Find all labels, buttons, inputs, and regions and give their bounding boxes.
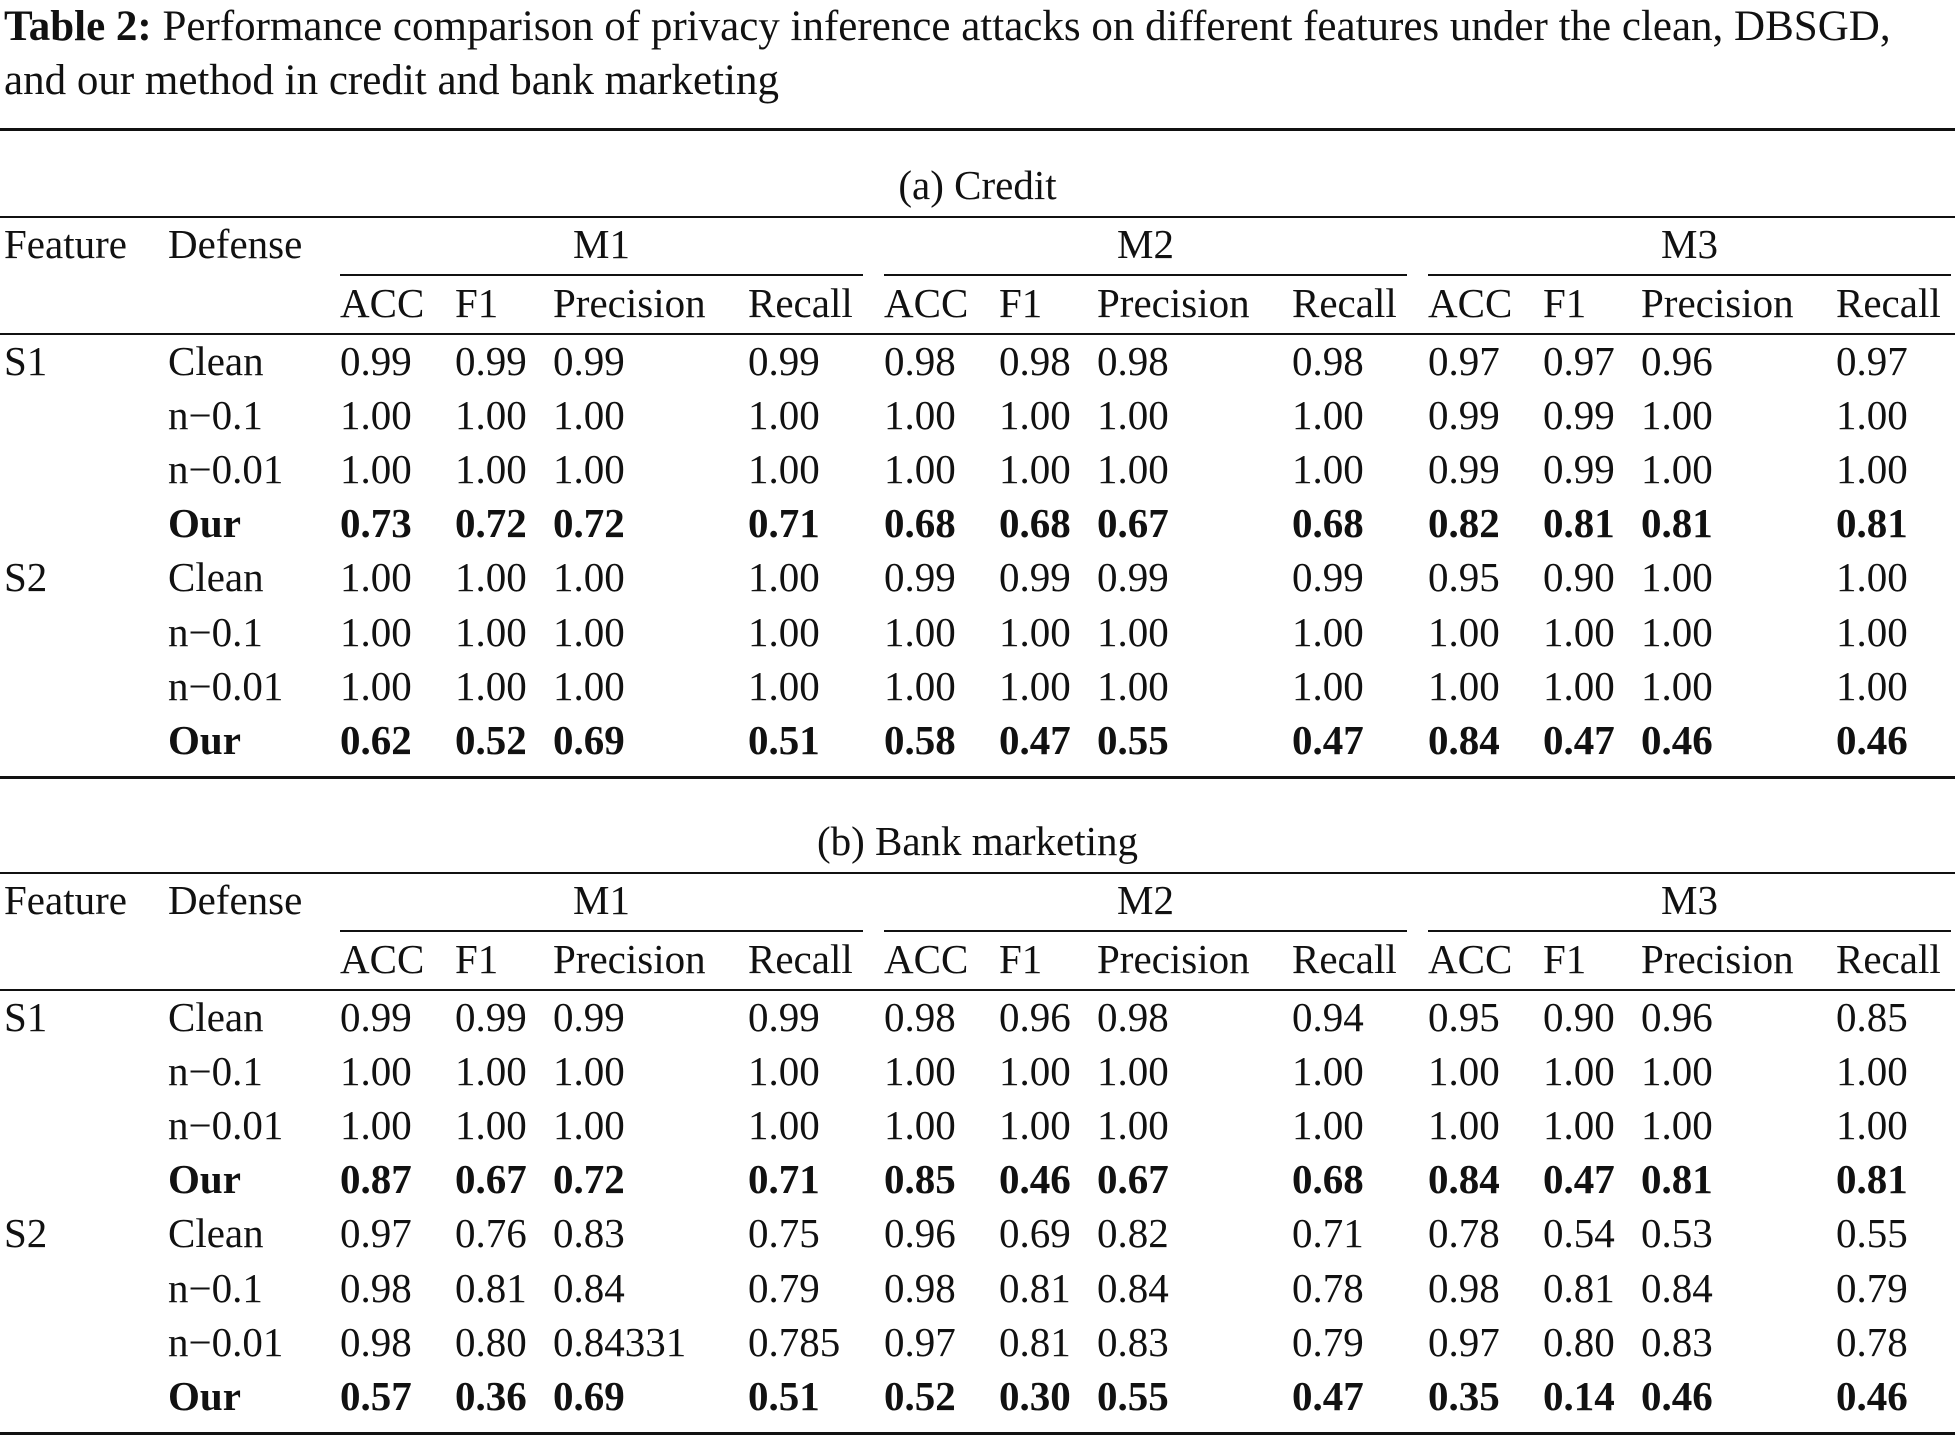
value-cell: 0.69 [553, 1372, 625, 1419]
value-cell: 0.90 [1543, 994, 1615, 1040]
value-cell: 0.81 [999, 1318, 1071, 1365]
value-cell: 0.51 [748, 1372, 820, 1419]
value-cell: 0.51 [748, 716, 820, 763]
value-cell: 1.00 [1641, 1048, 1713, 1095]
value-cell: 1.00 [999, 1102, 1071, 1149]
value-cell: 0.98 [884, 338, 956, 384]
defense-cell: Our [168, 716, 241, 763]
value-cell: 1.00 [1428, 1102, 1500, 1149]
value-cell: 1.00 [455, 608, 527, 655]
value-cell: 0.68 [1292, 1156, 1364, 1203]
header-metric: F1 [999, 936, 1043, 982]
panel-title-rule [0, 872, 1955, 874]
value-cell: 0.69 [999, 1210, 1071, 1257]
defense-cell: Our [168, 1372, 241, 1419]
value-cell: 0.80 [1543, 1318, 1615, 1365]
value-cell: 0.96 [999, 994, 1071, 1040]
caption-label: Table 2: [4, 3, 152, 50]
value-cell: 0.46 [1641, 716, 1713, 763]
value-cell: 1.00 [1836, 608, 1908, 655]
value-cell: 1.00 [1428, 662, 1500, 709]
value-cell: 1.00 [553, 446, 625, 493]
value-cell: 0.81 [1543, 1264, 1615, 1311]
value-cell: 1.00 [340, 608, 412, 655]
model-span-rule [340, 930, 863, 932]
value-cell: 0.80 [455, 1318, 527, 1365]
value-cell: 0.47 [1543, 716, 1615, 763]
value-cell: 0.82 [1428, 500, 1500, 547]
header-metric: Recall [1292, 936, 1397, 982]
value-cell: 0.90 [1543, 554, 1615, 601]
value-cell: 0.96 [884, 1210, 956, 1257]
value-cell: 0.78 [1292, 1264, 1364, 1311]
value-cell: 0.83 [1097, 1318, 1169, 1365]
value-cell: 0.72 [553, 1156, 625, 1203]
value-cell: 1.00 [553, 662, 625, 709]
value-cell: 0.35 [1428, 1372, 1500, 1419]
value-cell: 0.99 [1097, 554, 1169, 601]
value-cell: 0.84 [1428, 716, 1500, 763]
value-cell: 0.98 [340, 1318, 412, 1365]
value-cell: 0.97 [1428, 1318, 1500, 1365]
header-feature: Feature [4, 221, 127, 267]
value-cell: 0.46 [1836, 1372, 1908, 1419]
value-cell: 0.98 [884, 1264, 956, 1311]
value-cell: 0.72 [553, 500, 625, 547]
value-cell: 0.47 [1292, 1372, 1364, 1419]
value-cell: 1.00 [455, 662, 527, 709]
value-cell: 0.46 [999, 1156, 1071, 1203]
value-cell: 0.99 [553, 994, 625, 1040]
value-cell: 0.84 [1428, 1156, 1500, 1203]
value-cell: 0.53 [1641, 1210, 1713, 1257]
value-cell: 0.62 [340, 716, 412, 763]
header-metric: F1 [455, 280, 499, 326]
header-metric: ACC [884, 936, 969, 982]
header-model: M1 [573, 221, 630, 267]
value-cell: 1.00 [553, 554, 625, 601]
value-cell: 1.00 [999, 608, 1071, 655]
panel-bottom-rule [0, 776, 1955, 779]
value-cell: 1.00 [999, 662, 1071, 709]
value-cell: 0.84 [1641, 1264, 1713, 1311]
header-metric: ACC [1428, 280, 1513, 326]
value-cell: 0.55 [1097, 716, 1169, 763]
header-rule [0, 333, 1955, 335]
value-cell: 0.68 [1292, 500, 1364, 547]
value-cell: 0.58 [884, 716, 956, 763]
value-cell: 0.95 [1428, 554, 1500, 601]
value-cell: 1.00 [884, 446, 956, 493]
value-cell: 1.00 [1836, 1048, 1908, 1095]
value-cell: 0.57 [340, 1372, 412, 1419]
value-cell: 1.00 [340, 392, 412, 439]
value-cell: 1.00 [999, 446, 1071, 493]
value-cell: 1.00 [1097, 608, 1169, 655]
value-cell: 1.00 [1097, 662, 1169, 709]
top-rule [0, 128, 1955, 131]
value-cell: 1.00 [1292, 1048, 1364, 1095]
header-defense: Defense [168, 221, 303, 267]
value-cell: 0.85 [884, 1156, 956, 1203]
value-cell: 1.00 [1641, 1102, 1713, 1149]
value-cell: 1.00 [1641, 608, 1713, 655]
value-cell: 1.00 [1836, 446, 1908, 493]
value-cell: 1.00 [340, 1048, 412, 1095]
value-cell: 0.55 [1097, 1372, 1169, 1419]
value-cell: 0.72 [455, 500, 527, 547]
model-span-rule [1428, 274, 1951, 276]
value-cell: 1.00 [1097, 1048, 1169, 1095]
value-cell: 0.67 [1097, 500, 1169, 547]
value-cell: 1.00 [553, 1048, 625, 1095]
header-metric: F1 [999, 280, 1043, 326]
defense-cell: n−0.01 [168, 662, 284, 709]
value-cell: 1.00 [1292, 608, 1364, 655]
value-cell: 1.00 [1543, 1102, 1615, 1149]
value-cell: 0.97 [1543, 338, 1615, 384]
value-cell: 1.00 [455, 392, 527, 439]
value-cell: 0.97 [884, 1318, 956, 1365]
value-cell: 0.81 [999, 1264, 1071, 1311]
value-cell: 0.78 [1428, 1210, 1500, 1257]
value-cell: 0.84 [1097, 1264, 1169, 1311]
value-cell: 1.00 [1292, 1102, 1364, 1149]
value-cell: 0.83 [1641, 1318, 1713, 1365]
value-cell: 0.98 [1097, 994, 1169, 1040]
value-cell: 1.00 [999, 1048, 1071, 1095]
header-metric: Precision [553, 280, 706, 326]
value-cell: 1.00 [1836, 1102, 1908, 1149]
value-cell: 1.00 [340, 554, 412, 601]
value-cell: 0.99 [340, 994, 412, 1040]
value-cell: 0.98 [340, 1264, 412, 1311]
value-cell: 0.99 [748, 338, 820, 384]
value-cell: 0.99 [455, 338, 527, 384]
caption-text: Performance comparison of privacy inference attacks on different features under the clean, DBSGD, and our method in credit and bank marketing [4, 3, 1891, 104]
value-cell: 0.75 [748, 1210, 820, 1257]
header-metric: Recall [1836, 936, 1941, 982]
value-cell: 1.00 [1836, 554, 1908, 601]
defense-cell: Clean [168, 1210, 264, 1257]
header-defense: Defense [168, 877, 303, 923]
header-metric: Precision [1097, 280, 1250, 326]
value-cell: 0.99 [1543, 446, 1615, 493]
value-cell: 0.79 [1836, 1264, 1908, 1311]
feature-cell: S2 [4, 554, 48, 601]
value-cell: 0.97 [1428, 338, 1500, 384]
value-cell: 0.99 [1292, 554, 1364, 601]
value-cell: 1.00 [1292, 392, 1364, 439]
value-cell: 0.96 [1641, 338, 1713, 384]
value-cell: 0.46 [1641, 1372, 1713, 1419]
value-cell: 1.00 [884, 608, 956, 655]
header-feature: Feature [4, 877, 127, 923]
header-metric: Recall [1292, 280, 1397, 326]
header-model: M2 [1117, 221, 1174, 267]
model-span-rule [340, 274, 863, 276]
value-cell: 1.00 [455, 1048, 527, 1095]
header-metric: F1 [1543, 280, 1587, 326]
value-cell: 1.00 [884, 392, 956, 439]
value-cell: 0.47 [1292, 716, 1364, 763]
defense-cell: Our [168, 500, 241, 547]
value-cell: 0.81 [1641, 1156, 1713, 1203]
defense-cell: n−0.01 [168, 1318, 284, 1365]
value-cell: 0.99 [1428, 446, 1500, 493]
value-cell: 0.94 [1292, 994, 1364, 1040]
value-cell: 1.00 [1292, 662, 1364, 709]
defense-cell: Clean [168, 554, 264, 601]
value-cell: 0.76 [455, 1210, 527, 1257]
header-model: M2 [1117, 877, 1174, 923]
value-cell: 1.00 [1543, 1048, 1615, 1095]
value-cell: 1.00 [1641, 446, 1713, 493]
value-cell: 0.98 [1428, 1264, 1500, 1311]
value-cell: 0.99 [748, 994, 820, 1040]
value-cell: 1.00 [748, 662, 820, 709]
header-metric: Precision [1641, 936, 1794, 982]
header-metric: Recall [748, 280, 853, 326]
defense-cell: n−0.1 [168, 1048, 263, 1095]
value-cell: 0.79 [748, 1264, 820, 1311]
defense-cell: Clean [168, 338, 264, 384]
value-cell: 0.99 [553, 338, 625, 384]
header-metric: F1 [1543, 936, 1587, 982]
value-cell: 0.81 [1641, 500, 1713, 547]
value-cell: 1.00 [1097, 1102, 1169, 1149]
value-cell: 0.96 [1641, 994, 1713, 1040]
value-cell: 1.00 [748, 608, 820, 655]
table-caption [4, 0, 1949, 108]
value-cell: 0.30 [999, 1372, 1071, 1419]
header-metric: ACC [1428, 936, 1513, 982]
defense-cell: Clean [168, 994, 264, 1040]
value-cell: 1.00 [1836, 392, 1908, 439]
value-cell: 0.98 [1292, 338, 1364, 384]
value-cell: 0.82 [1097, 1210, 1169, 1257]
value-cell: 0.97 [1836, 338, 1908, 384]
value-cell: 0.71 [1292, 1210, 1364, 1257]
value-cell: 1.00 [1641, 554, 1713, 601]
defense-cell: Our [168, 1156, 241, 1203]
value-cell: 1.00 [1543, 662, 1615, 709]
value-cell: 0.71 [748, 1156, 820, 1203]
value-cell: 0.87 [340, 1156, 412, 1203]
header-metric: Precision [1641, 280, 1794, 326]
value-cell: 1.00 [748, 1102, 820, 1149]
defense-cell: n−0.1 [168, 392, 263, 439]
panel-title: (b) Bank marketing [816, 818, 1139, 864]
value-cell: 0.46 [1836, 716, 1908, 763]
header-metric: ACC [340, 280, 425, 326]
header-metric: Precision [1097, 936, 1250, 982]
value-cell: 0.81 [455, 1264, 527, 1311]
header-metric: Precision [553, 936, 706, 982]
value-cell: 0.99 [1543, 392, 1615, 439]
feature-cell: S1 [4, 338, 48, 384]
feature-cell: S2 [4, 1210, 48, 1257]
value-cell: 0.68 [999, 500, 1071, 547]
value-cell: 1.00 [340, 446, 412, 493]
value-cell: 1.00 [884, 1102, 956, 1149]
panel-title-rule [0, 216, 1955, 218]
value-cell: 0.47 [999, 716, 1071, 763]
value-cell: 0.98 [999, 338, 1071, 384]
value-cell: 1.00 [1428, 1048, 1500, 1095]
value-cell: 0.52 [884, 1372, 956, 1419]
value-cell: 0.52 [455, 716, 527, 763]
value-cell: 0.67 [455, 1156, 527, 1203]
value-cell: 1.00 [1836, 662, 1908, 709]
value-cell: 1.00 [553, 392, 625, 439]
value-cell: 0.84331 [553, 1318, 687, 1365]
defense-cell: n−0.01 [168, 446, 284, 493]
value-cell: 0.85 [1836, 994, 1908, 1040]
value-cell: 1.00 [1292, 446, 1364, 493]
value-cell: 0.99 [884, 554, 956, 601]
value-cell: 1.00 [999, 392, 1071, 439]
header-model: M3 [1661, 221, 1718, 267]
header-metric: F1 [455, 936, 499, 982]
value-cell: 0.14 [1543, 1372, 1615, 1419]
value-cell: 1.00 [884, 1048, 956, 1095]
value-cell: 0.78 [1836, 1318, 1908, 1365]
value-cell: 1.00 [748, 554, 820, 601]
model-span-rule [884, 930, 1407, 932]
value-cell: 0.55 [1836, 1210, 1908, 1257]
model-span-rule [1428, 930, 1951, 932]
model-span-rule [884, 274, 1407, 276]
defense-cell: n−0.1 [168, 1264, 263, 1311]
value-cell: 0.69 [553, 716, 625, 763]
value-cell: 0.99 [999, 554, 1071, 601]
panel-bottom-rule [0, 1432, 1955, 1435]
value-cell: 1.00 [340, 1102, 412, 1149]
value-cell: 0.54 [1543, 1210, 1615, 1257]
header-metric: ACC [340, 936, 425, 982]
value-cell: 1.00 [553, 608, 625, 655]
value-cell: 0.99 [455, 994, 527, 1040]
value-cell: 0.71 [748, 500, 820, 547]
value-cell: 0.79 [1292, 1318, 1364, 1365]
value-cell: 1.00 [455, 446, 527, 493]
value-cell: 0.47 [1543, 1156, 1615, 1203]
value-cell: 1.00 [748, 1048, 820, 1095]
value-cell: 0.99 [340, 338, 412, 384]
value-cell: 0.83 [553, 1210, 625, 1257]
value-cell: 1.00 [455, 554, 527, 601]
value-cell: 0.73 [340, 500, 412, 547]
value-cell: 1.00 [1641, 392, 1713, 439]
header-metric: Recall [1836, 280, 1941, 326]
value-cell: 0.81 [1836, 1156, 1908, 1203]
value-cell: 0.68 [884, 500, 956, 547]
value-cell: 0.84 [553, 1264, 625, 1311]
value-cell: 1.00 [1428, 608, 1500, 655]
value-cell: 1.00 [1097, 392, 1169, 439]
value-cell: 1.00 [553, 1102, 625, 1149]
feature-cell: S1 [4, 994, 48, 1040]
value-cell: 0.36 [455, 1372, 527, 1419]
defense-cell: n−0.01 [168, 1102, 284, 1149]
value-cell: 1.00 [748, 392, 820, 439]
value-cell: 0.67 [1097, 1156, 1169, 1203]
panel-title: (a) Credit [898, 162, 1057, 208]
header-metric: Recall [748, 936, 853, 982]
value-cell: 0.81 [1836, 500, 1908, 547]
value-cell: 0.98 [884, 994, 956, 1040]
header-rule [0, 989, 1955, 991]
header-model: M3 [1661, 877, 1718, 923]
value-cell: 0.785 [748, 1318, 841, 1365]
value-cell: 1.00 [884, 662, 956, 709]
value-cell: 1.00 [748, 446, 820, 493]
value-cell: 1.00 [1641, 662, 1713, 709]
value-cell: 1.00 [455, 1102, 527, 1149]
value-cell: 0.81 [1543, 500, 1615, 547]
value-cell: 0.97 [340, 1210, 412, 1257]
header-model: M1 [573, 877, 630, 923]
value-cell: 0.99 [1428, 392, 1500, 439]
value-cell: 1.00 [1097, 446, 1169, 493]
value-cell: 0.98 [1097, 338, 1169, 384]
value-cell: 0.95 [1428, 994, 1500, 1040]
defense-cell: n−0.1 [168, 608, 263, 655]
value-cell: 1.00 [1543, 608, 1615, 655]
header-metric: ACC [884, 280, 969, 326]
value-cell: 1.00 [340, 662, 412, 709]
